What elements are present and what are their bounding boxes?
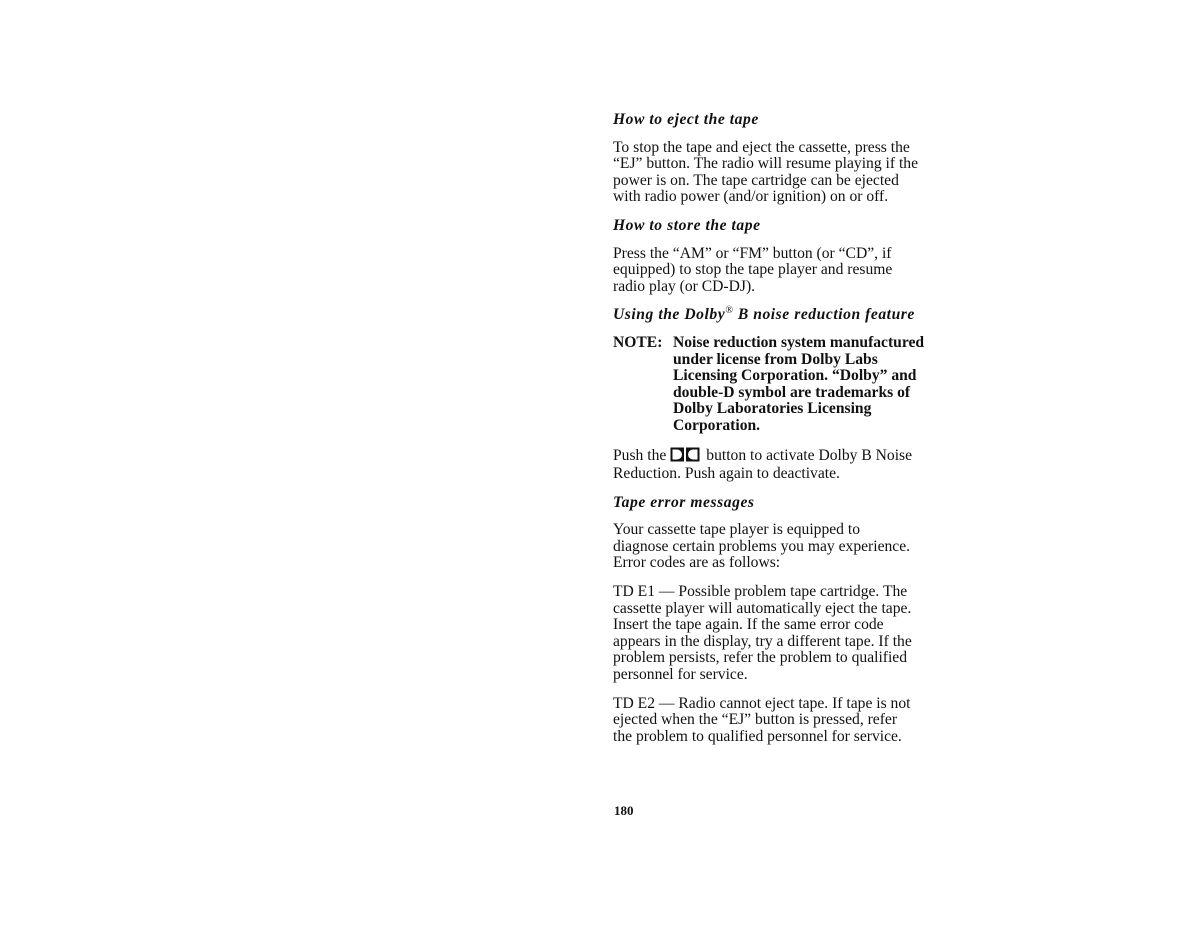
push-text-after: button to activate Dolby B Noise [706, 446, 913, 464]
heading-store-tape: How to store the tape [613, 216, 761, 234]
paragraph-dolby-push [613, 447, 963, 483]
text-line: cassette player will automatically eject the tape. [613, 599, 912, 617]
push-text-before: Push the [613, 446, 667, 464]
heading-dolby-noise-reduction [613, 307, 963, 324]
text-line: Press the “AM” or “FM” button (or “CD”, if [613, 244, 892, 262]
dolby-double-d-icon [670, 447, 700, 467]
text-line: power is on. The tape cartridge can be ejected [613, 171, 899, 189]
heading-tape-error-messages: Tape error messages [613, 493, 755, 511]
text-line: “EJ” button. The radio will resume playing if the [613, 155, 919, 173]
paragraph-errors-intro [613, 522, 963, 572]
text-column [613, 112, 963, 757]
heading-dolby-part1: Using the Dolby [613, 306, 726, 324]
text-line: Insert the tape again. If the same error code [613, 616, 884, 634]
text-line: Reduction. Push again to deactivate. [613, 465, 840, 483]
heading-dolby-part2: B noise reduction feature [733, 306, 915, 324]
text-line: TD E1 — Possible problem tape cartridge. The [613, 583, 908, 601]
text-line: TD E2 — Radio cannot eject tape. If tape is not [613, 694, 911, 712]
text-line: problem persists, refer the problem to qualified [613, 649, 908, 667]
text-line [613, 447, 963, 467]
text-line: diagnose certain problems you may experience. [613, 537, 911, 555]
text-line: Error codes are as follows: [613, 554, 781, 572]
page-number: 180 [614, 803, 634, 818]
heading-eject-tape: How to eject the tape [613, 111, 759, 128]
text-line: appears in the display, try a different tape. If the [613, 632, 912, 650]
text-line: the problem to qualified personnel for service. [613, 727, 902, 745]
text-line: Your cassette tape player is equipped to [613, 521, 860, 539]
text-line: ejected when the “EJ” button is pressed, refer [613, 711, 898, 729]
text-line: equipped) to stop the tape player and resume [613, 261, 893, 279]
note-line: Dolby Laboratories Licensing [673, 400, 872, 418]
paragraph-store-tape [613, 246, 963, 296]
registered-mark: ® [725, 305, 734, 317]
note-line: Corporation. [673, 416, 761, 434]
paragraph-td-e2 [613, 696, 963, 746]
note-label: NOTE: [613, 333, 663, 351]
paragraph-td-e1 [613, 584, 963, 684]
note-line: Noise reduction system manufactured [673, 333, 925, 351]
note-body [673, 335, 963, 435]
note-line: under license from Dolby Labs [673, 350, 878, 368]
text-line: with radio power (and/or ignition) on or off. [613, 188, 889, 206]
text-line: personnel for service. [613, 666, 748, 684]
note-line: double-D symbol are trademarks of [673, 383, 911, 401]
note-dolby-trademark [613, 335, 963, 435]
note-line: Licensing Corporation. “Dolby” and [673, 367, 917, 385]
text-line: radio play (or CD-DJ). [613, 277, 756, 295]
text-line: To stop the tape and eject the cassette, press the [613, 138, 910, 156]
paragraph-eject-tape [613, 140, 963, 206]
